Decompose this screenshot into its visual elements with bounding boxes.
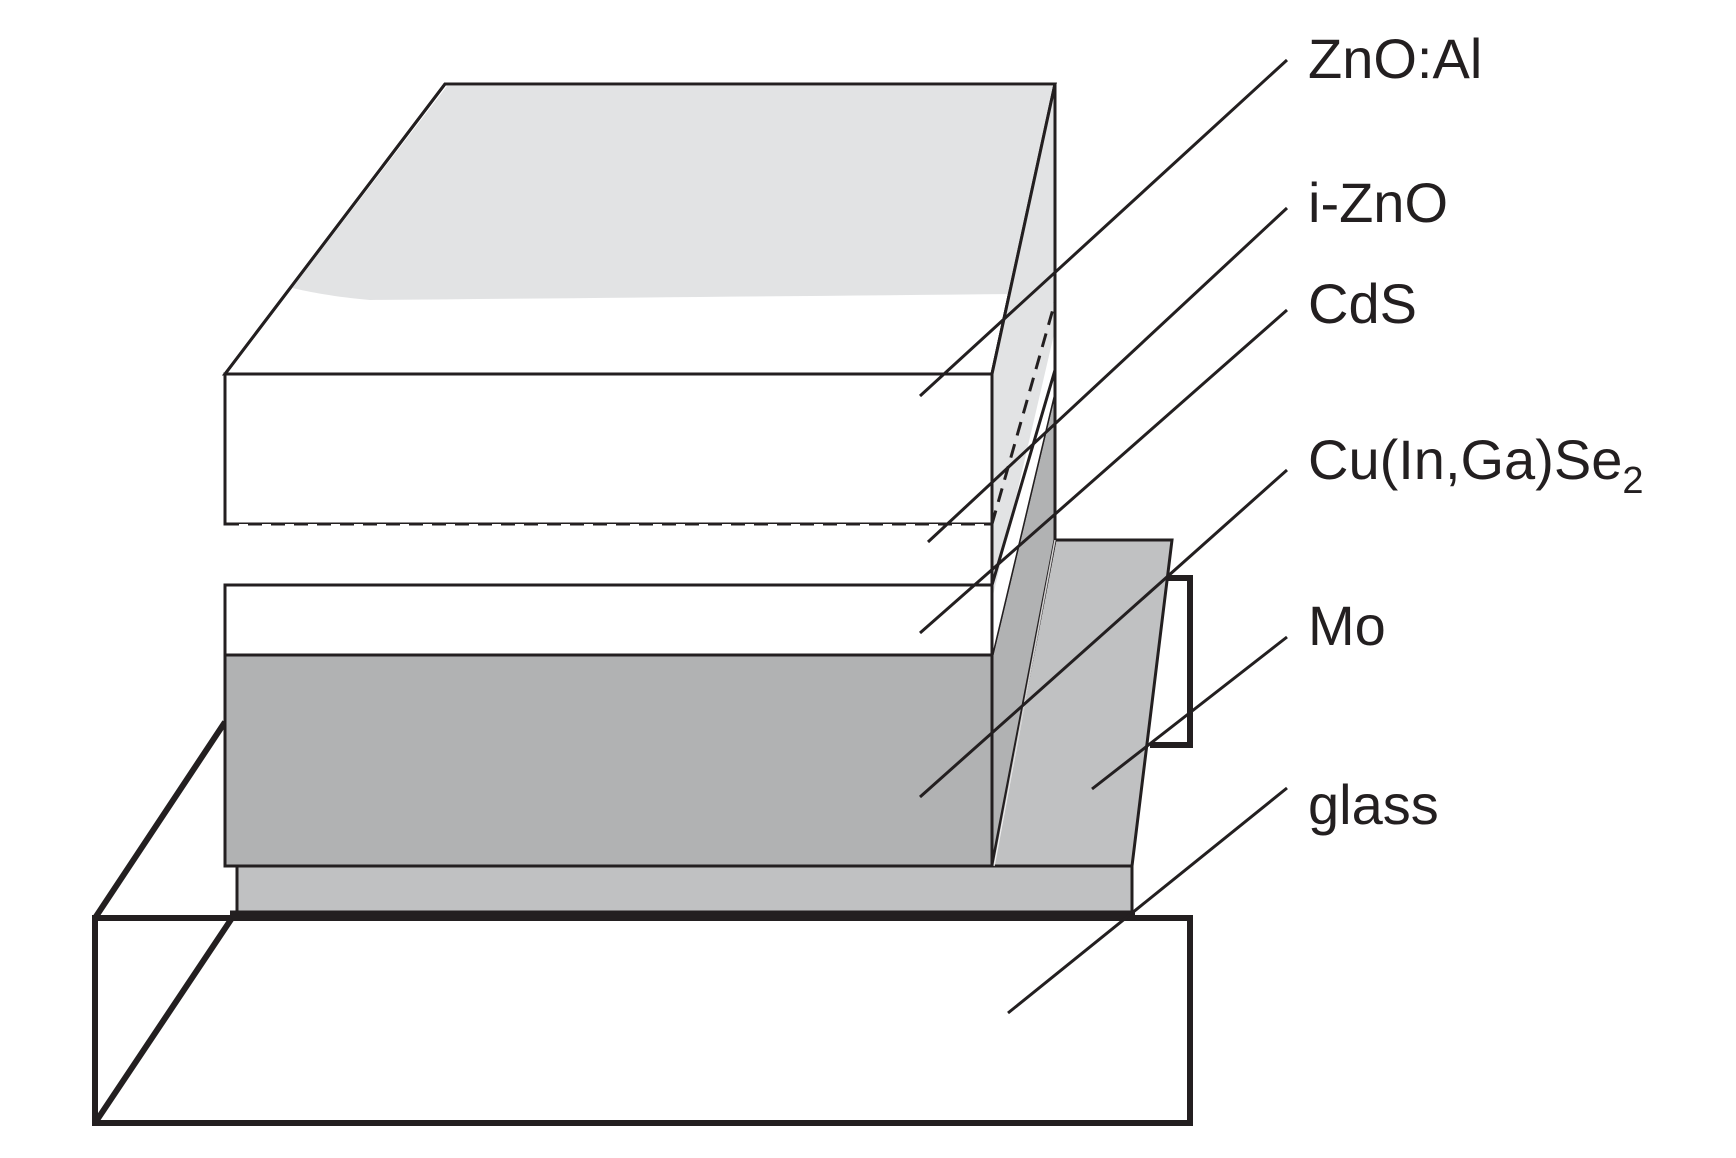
layer-labels	[1308, 27, 1643, 836]
cigs-front-face	[225, 655, 992, 866]
glass-top-back-edge	[95, 722, 225, 918]
label-cds: CdS	[1308, 272, 1417, 335]
zno-al-top-shading	[292, 86, 1053, 300]
glass-front-face	[95, 918, 1190, 1123]
label-cigs-subscript: 2	[1622, 460, 1644, 502]
cds-front-face	[225, 585, 992, 655]
cds-layer	[225, 585, 992, 655]
label-i-zno: i-ZnO	[1308, 171, 1448, 234]
label-mo: Mo	[1308, 594, 1386, 657]
zno-al-front-face	[225, 374, 992, 524]
i-zno-front-face	[225, 524, 992, 585]
label-cigs	[1308, 428, 1643, 502]
zno-al-layer	[225, 84, 1055, 524]
mo-front-face	[237, 866, 1132, 914]
label-cigs-main: Cu(In,Ga)Se	[1308, 428, 1623, 491]
label-zno-al: ZnO:Al	[1308, 27, 1483, 90]
label-glass: glass	[1308, 773, 1439, 836]
i-zno-layer	[225, 524, 992, 585]
